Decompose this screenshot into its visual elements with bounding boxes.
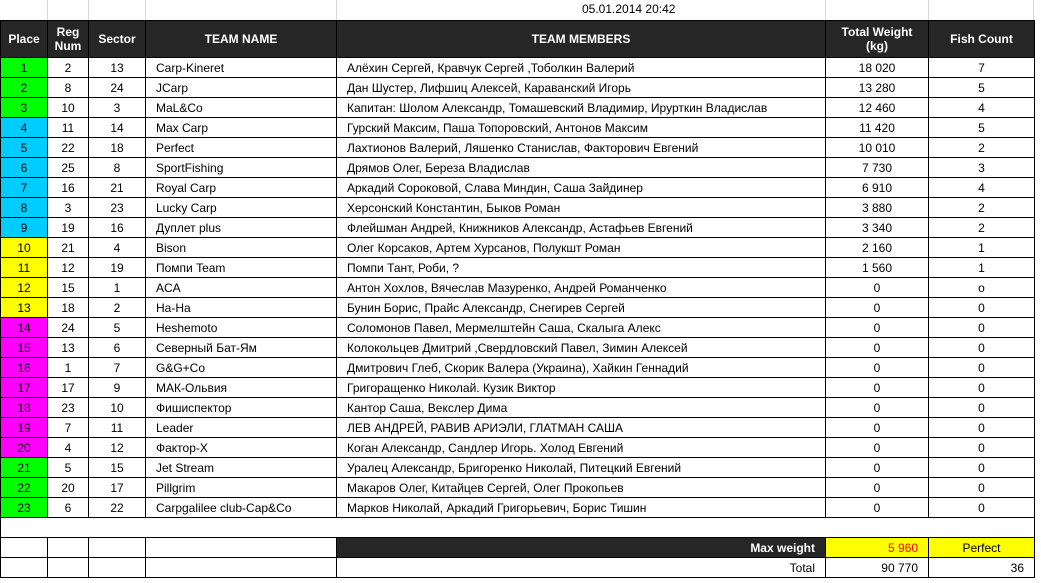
sector-cell[interactable]: 14 [89,118,146,138]
team-name-cell[interactable]: Pillgrim [146,478,337,498]
fish-count-cell[interactable]: 0 [929,378,1035,398]
total-weight-cell[interactable]: 1 560 [826,258,929,278]
team-name-cell[interactable]: Северный Бат-Ям [146,338,337,358]
reg-num-cell[interactable]: 19 [48,218,89,238]
team-name-cell[interactable]: Jet Stream [146,458,337,478]
team-name-cell[interactable]: Carpgalilee club-Cap&Co [146,498,337,518]
place-cell[interactable]: 10 [1,238,48,258]
sector-cell[interactable]: 2 [89,298,146,318]
sector-cell[interactable]: 21 [89,178,146,198]
sector-cell[interactable]: 7 [89,358,146,378]
team-name-cell[interactable]: Royal Carp [146,178,337,198]
team-members-cell[interactable]: Дмитрович Глеб, Скорик Валера (Украина), Хайкин Геннадий [337,358,826,378]
total-weight-cell[interactable]: 11 420 [826,118,929,138]
place-cell[interactable]: 23 [1,498,48,518]
fish-count-cell[interactable]: 0 [929,418,1035,438]
table-row [1,458,1035,478]
col-header-team-members[interactable]: TEAM MEMBERS [337,21,826,58]
total-row [1,558,1035,578]
total-weight-cell[interactable]: 0 [826,498,929,518]
total-weight-cell[interactable]: 2 160 [826,238,929,258]
empty-cell[interactable] [146,558,337,578]
total-weight-cell[interactable]: 0 [826,358,929,378]
team-name-cell[interactable]: ACA [146,278,337,298]
blank-row [1,518,1035,538]
team-members-cell[interactable]: Флейшман Андрей, Книжников Александр, Астафьев Евгений [337,218,826,238]
total-weight-cell[interactable]: 18 020 [826,58,929,78]
col-header-reg-num[interactable]: Reg Num [48,21,89,58]
sector-cell[interactable]: 15 [89,458,146,478]
reg-num-cell[interactable]: 24 [48,318,89,338]
reg-num-cell[interactable]: 3 [48,198,89,218]
team-members-cell[interactable]: Дрямов Олег, Береза Владислав [337,158,826,178]
sector-cell[interactable]: 19 [89,258,146,278]
total-weight-cell[interactable]: 3 880 [826,198,929,218]
fish-count-cell[interactable]: 0 [929,358,1035,378]
table-row [1,358,1035,378]
empty-cell[interactable] [89,538,146,558]
total-weight-cell[interactable]: 0 [826,338,929,358]
sector-cell[interactable]: 10 [89,398,146,418]
team-name-cell[interactable]: Leader [146,418,337,438]
total-weight-cell[interactable]: 10 010 [826,138,929,158]
reg-num-cell[interactable]: 21 [48,238,89,258]
table-row [1,98,1035,118]
total-weight-cell[interactable]: 13 280 [826,78,929,98]
sector-cell[interactable]: 4 [89,238,146,258]
fish-count-cell[interactable]: 3 [929,158,1035,178]
empty-cell[interactable] [1,538,48,558]
empty-cell[interactable] [48,558,89,578]
reg-num-cell[interactable]: 6 [48,498,89,518]
team-members-cell[interactable]: Антон Хохлов, Вячеслав Мазуренко, Андрей Романченко [337,278,826,298]
total-weight-cell[interactable]: 0 [826,318,929,338]
place-cell[interactable]: 17 [1,378,48,398]
fish-count-cell[interactable]: 4 [929,98,1035,118]
results-table [0,20,1035,578]
fish-count-cell[interactable]: 0 [929,318,1035,338]
sector-cell[interactable]: 1 [89,278,146,298]
fish-count-cell[interactable]: 0 [929,338,1035,358]
table-row [1,118,1035,138]
fish-count-cell[interactable]: 5 [929,118,1035,138]
table-row [1,58,1035,78]
empty-cell[interactable] [146,538,337,558]
place-cell[interactable]: 12 [1,278,48,298]
team-members-cell[interactable]: Олег Корсаков, Артем Хурсанов, Полукшт Роман [337,238,826,258]
team-members-cell[interactable]: ЛЕВ АНДРЕЙ, РАВИВ АРИЭЛИ, ГЛАТМАН САША [337,418,826,438]
total-weight-cell[interactable]: 0 [826,478,929,498]
sector-cell[interactable]: 6 [89,338,146,358]
team-members-cell[interactable]: Херсонский Константин, Быков Роман [337,198,826,218]
team-name-cell[interactable]: Carp-Kineret [146,58,337,78]
team-name-cell[interactable]: Фишиспектор [146,398,337,418]
reg-num-cell[interactable]: 11 [48,118,89,138]
total-weight[interactable]: 90 770 [826,558,929,578]
place-cell[interactable]: 20 [1,438,48,458]
sector-cell[interactable]: 5 [89,318,146,338]
place-cell[interactable]: 1 [1,58,48,78]
table-row [1,338,1035,358]
fish-count-cell[interactable]: 1 [929,238,1035,258]
team-name-cell[interactable]: Фактор-Х [146,438,337,458]
empty-cell[interactable] [48,538,89,558]
place-cell[interactable]: 8 [1,198,48,218]
reg-num-cell[interactable]: 13 [48,338,89,358]
team-name-cell[interactable]: На-На [146,298,337,318]
fish-count-cell[interactable]: 0 [929,438,1035,458]
team-members-cell[interactable]: Колокольцев Дмитрий ,Свердловский Павел, Зимин Алексей [337,338,826,358]
reg-num-cell[interactable]: 2 [48,58,89,78]
col-header-sector[interactable]: Sector [89,21,146,58]
total-weight-cell[interactable]: 7 730 [826,158,929,178]
fish-count-cell[interactable]: 0 [929,298,1035,318]
team-name-cell[interactable]: Дуплет plus [146,218,337,238]
place-cell[interactable]: 15 [1,338,48,358]
table-row [1,438,1035,458]
place-cell[interactable]: 22 [1,478,48,498]
table-row [1,498,1035,518]
team-members-cell[interactable]: Григоращенко Николай. Кузик Виктор [337,378,826,398]
table-row [1,418,1035,438]
reg-num-cell[interactable]: 8 [48,78,89,98]
total-weight-cell[interactable]: 0 [826,298,929,318]
team-members-cell[interactable]: Аркадий Сороковой, Слава Миндин, Саша Зайдинер [337,178,826,198]
sector-cell[interactable]: 16 [89,218,146,238]
sector-cell[interactable]: 22 [89,498,146,518]
sector-cell[interactable]: 23 [89,198,146,218]
place-cell[interactable]: 16 [1,358,48,378]
reg-num-cell[interactable]: 22 [48,138,89,158]
team-members-cell[interactable]: Алёхин Сергей, Кравчук Сергей ,Тоболкин Валерий [337,58,826,78]
place-cell[interactable]: 11 [1,258,48,278]
max-weight-label[interactable]: Max weight [337,538,826,558]
place-cell[interactable]: 13 [1,298,48,318]
sector-cell[interactable]: 11 [89,418,146,438]
col-header-team-name[interactable]: TEAM NAME [146,21,337,58]
max-weight-team[interactable]: Perfect [929,538,1035,558]
total-weight-cell[interactable]: 0 [826,458,929,478]
reg-num-cell[interactable]: 10 [48,98,89,118]
sector-cell[interactable]: 9 [89,378,146,398]
team-members-cell[interactable]: Марков Николай, Аркадий Григорьевич, Борис Тишин [337,498,826,518]
team-name-cell[interactable]: Lucky Carp [146,198,337,218]
place-cell[interactable]: 5 [1,138,48,158]
team-name-cell[interactable]: Помпи Team [146,258,337,278]
max-weight-value[interactable]: 5 960 [826,538,929,558]
reg-num-cell[interactable]: 15 [48,278,89,298]
fish-count-cell[interactable]: 2 [929,138,1035,158]
fish-count-cell[interactable]: 1 [929,258,1035,278]
sector-cell[interactable]: 3 [89,98,146,118]
reg-num-cell[interactable]: 25 [48,158,89,178]
table-row [1,258,1035,278]
table-row [1,398,1035,418]
table-row [1,478,1035,498]
fish-count-cell[interactable]: 0 [929,398,1035,418]
total-weight-cell[interactable]: 6 910 [826,178,929,198]
max-weight-row [1,538,1035,558]
table-row [1,158,1035,178]
team-members-cell[interactable]: Гурский Максим, Паша Топоровский, Антонов Максим [337,118,826,138]
table-row [1,238,1035,258]
reg-num-cell[interactable]: 12 [48,258,89,278]
fish-count-cell[interactable]: o [929,278,1035,298]
place-cell[interactable]: 21 [1,458,48,478]
table-row [1,178,1035,198]
table-row [1,138,1035,158]
table-row [1,298,1035,318]
fish-count-cell[interactable]: 0 [929,478,1035,498]
total-weight-cell[interactable]: 3 340 [826,218,929,238]
reg-num-cell[interactable]: 17 [48,378,89,398]
place-cell[interactable]: 7 [1,178,48,198]
place-cell[interactable]: 4 [1,118,48,138]
fish-count-cell[interactable]: 2 [929,218,1035,238]
reg-num-cell[interactable]: 5 [48,458,89,478]
reg-num-cell[interactable]: 18 [48,298,89,318]
team-members-cell[interactable]: Дан Шустер, Лифшиц Алексей, Караванский Игорь [337,78,826,98]
team-name-cell[interactable]: Max Carp [146,118,337,138]
table-row [1,218,1035,238]
total-weight-cell[interactable]: 0 [826,438,929,458]
team-name-cell[interactable]: SportFishing [146,158,337,178]
place-cell[interactable]: 2 [1,78,48,98]
fish-count-cell[interactable]: 0 [929,458,1035,478]
place-cell[interactable]: 19 [1,418,48,438]
fish-count-cell[interactable]: 5 [929,78,1035,98]
team-name-cell[interactable]: Perfect [146,138,337,158]
table-row [1,318,1035,338]
reg-num-cell[interactable]: 23 [48,398,89,418]
team-name-cell[interactable]: МАК-Ольвия [146,378,337,398]
total-count[interactable]: 36 [929,558,1035,578]
total-weight-cell[interactable]: 0 [826,278,929,298]
team-members-cell[interactable]: Лахтионов Валерий, Ляшенко Станислав, Факторович Евгений [337,138,826,158]
timestamp: 05.01.2014 20:42 [582,2,676,16]
team-name-cell[interactable]: Heshemoto [146,318,337,338]
empty-cell[interactable] [89,558,146,578]
table-row [1,278,1035,298]
sector-cell[interactable]: 12 [89,438,146,458]
place-cell[interactable]: 18 [1,398,48,418]
col-header-fish-count[interactable]: Fish Count [929,21,1035,58]
fish-count-cell[interactable]: 0 [929,498,1035,518]
team-name-cell[interactable]: G&G+Co [146,358,337,378]
reg-num-cell[interactable]: 7 [48,418,89,438]
reg-num-cell[interactable]: 16 [48,178,89,198]
sector-cell[interactable]: 17 [89,478,146,498]
place-cell[interactable]: 6 [1,158,48,178]
table-row [1,378,1035,398]
team-members-cell[interactable]: Макаров Олег, Китайцев Сергей, Олег Прокопьев [337,478,826,498]
reg-num-cell[interactable]: 1 [48,358,89,378]
reg-num-cell[interactable]: 20 [48,478,89,498]
team-name-cell[interactable]: MaL&Co [146,98,337,118]
total-weight-cell[interactable]: 0 [826,398,929,418]
team-members-cell[interactable]: Капитан: Шолом Александр, Томашевский Владимир, Ирурткин Владислав [337,98,826,118]
place-cell[interactable]: 14 [1,318,48,338]
team-members-cell[interactable]: Кантор Саша, Векслер Дима [337,398,826,418]
team-members-cell[interactable]: Соломонов Павел, Мермелштейн Саша, Скалыга Алекс [337,318,826,338]
table-row [1,198,1035,218]
sector-cell[interactable]: 18 [89,138,146,158]
col-header-place[interactable]: Place [1,21,48,58]
table-row [1,78,1035,98]
team-name-cell[interactable]: JCarp [146,78,337,98]
team-name-cell[interactable]: Bison [146,238,337,258]
fish-count-cell[interactable]: 2 [929,198,1035,218]
col-header-total-weight[interactable]: Total Weight (kg) [826,21,929,58]
reg-num-cell[interactable]: 4 [48,438,89,458]
empty-cell[interactable] [1,558,48,578]
total-weight-cell[interactable]: 0 [826,418,929,438]
place-cell[interactable]: 3 [1,98,48,118]
sector-cell[interactable]: 13 [89,58,146,78]
fish-count-cell[interactable]: 4 [929,178,1035,198]
total-weight-cell[interactable]: 0 [826,378,929,398]
team-members-cell[interactable]: Помпи Тант, Роби, ? [337,258,826,278]
place-cell[interactable]: 9 [1,218,48,238]
header-row [1,21,1035,58]
team-members-cell[interactable]: Уралец Александр, Бригоренко Николай, Питецкий Евгений [337,458,826,478]
team-members-cell[interactable]: Коган Александр, Сандлер Игорь. Холод Евгений [337,438,826,458]
total-weight-cell[interactable]: 12 460 [826,98,929,118]
total-label[interactable]: Total [337,558,826,578]
sector-cell[interactable]: 8 [89,158,146,178]
sector-cell[interactable]: 24 [89,78,146,98]
top-grid [0,0,1041,20]
fish-count-cell[interactable]: 7 [929,58,1035,78]
team-members-cell[interactable]: Бунин Борис, Прайс Александр, Снегирев Сергей [337,298,826,318]
